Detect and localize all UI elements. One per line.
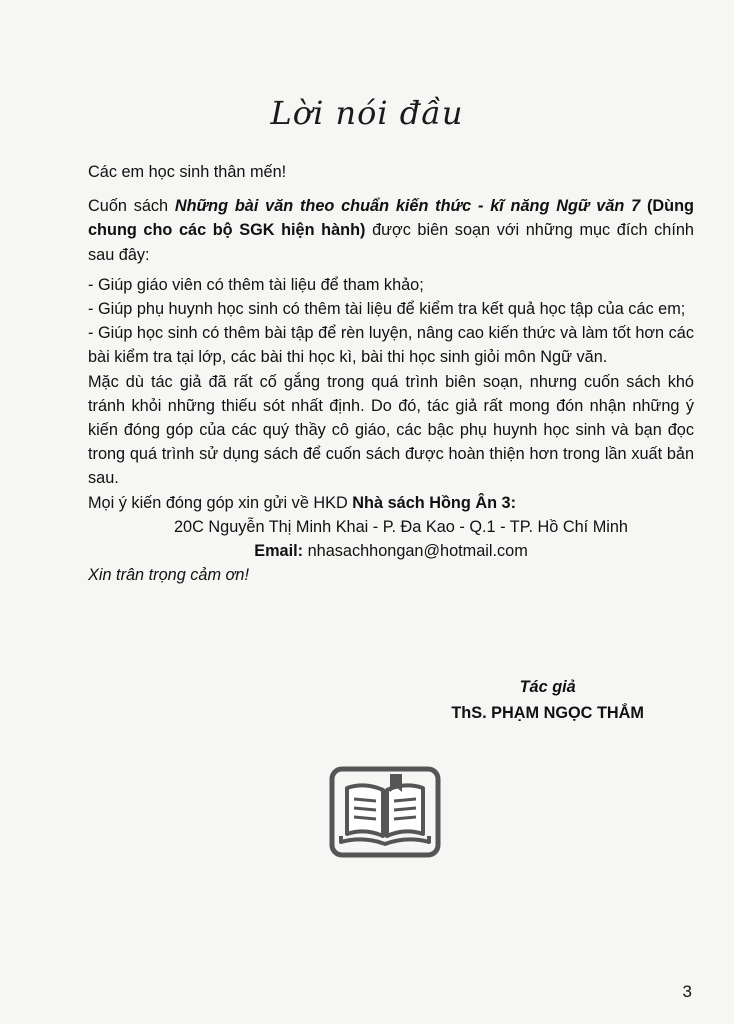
intro-suffix: được biên soạn với những mục đích chính sau đây:	[88, 221, 694, 264]
email-label: Email:	[254, 542, 304, 561]
signature-role: Tác giả	[519, 678, 576, 696]
purpose-item-2: - Giúp phụ huynh học sinh có thêm tài liệu để kiểm tra kết quả học tập của các em;	[88, 300, 686, 319]
preface-body	[88, 160, 694, 587]
signature-block	[451, 674, 644, 726]
purpose-item-3: - Giúp học sinh có thêm bài tập để rèn luyện, nâng cao kiến thức và làm tốt hơn các bài kiểm tra tại lớp, các bài thi học kì, bài thi học sinh giỏi môn Ngữ văn.	[88, 324, 694, 367]
publisher-name: Nhà sách Hồng Ân 3	[352, 493, 511, 512]
email-line	[88, 539, 694, 563]
page-number: 3	[682, 982, 692, 1001]
contact-colon: :	[510, 493, 517, 512]
intro-prefix: Cuốn sách	[88, 197, 175, 216]
book-note: (Dùng chung cho các bộ SGK hiện hành)	[88, 197, 694, 240]
address-line: 20C Nguyễn Thị Minh Khai - P. Đa Kao - Q.1 - TP. Hồ Chí Minh	[174, 517, 628, 536]
page-title: Lời nói đầu	[270, 94, 464, 132]
signature-name: ThS. PHẠM NGỌC THẮM	[451, 704, 644, 722]
thanks-line: Xin trân trọng cảm ơn!	[88, 566, 249, 585]
greeting: Các em học sinh thân mến!	[88, 163, 287, 181]
closing-paragraph: Mặc dù tác giả đã rất cố gắng trong quá trình biên soạn, nhưng cuốn sách khó tránh khỏi những thiếu sót nhất định. Do đó, tác giả rất mong đón nhận những ý kiến đóng góp của các quý thầy cô giáo, các bậc phụ huynh học sinh và bạn đọc trong quá trình sử dụng sách để cuốn sách được hoàn thiện hơn trong lần xuất bản sau.	[88, 372, 694, 488]
purpose-item-1: - Giúp giáo viên có thêm tài liệu để tham khảo;	[88, 275, 424, 294]
intro-paragraph	[88, 194, 694, 267]
contact-prefix: Mọi ý kiến đóng góp xin gửi về HKD	[88, 493, 353, 512]
email-address: nhasachhongan@hotmail.com	[303, 542, 528, 561]
contact-line	[88, 491, 694, 515]
open-book-icon	[329, 766, 441, 858]
book-title: Những bài văn theo chuẩn kiến thức - kĩ năng Ngữ văn 7	[174, 197, 641, 216]
